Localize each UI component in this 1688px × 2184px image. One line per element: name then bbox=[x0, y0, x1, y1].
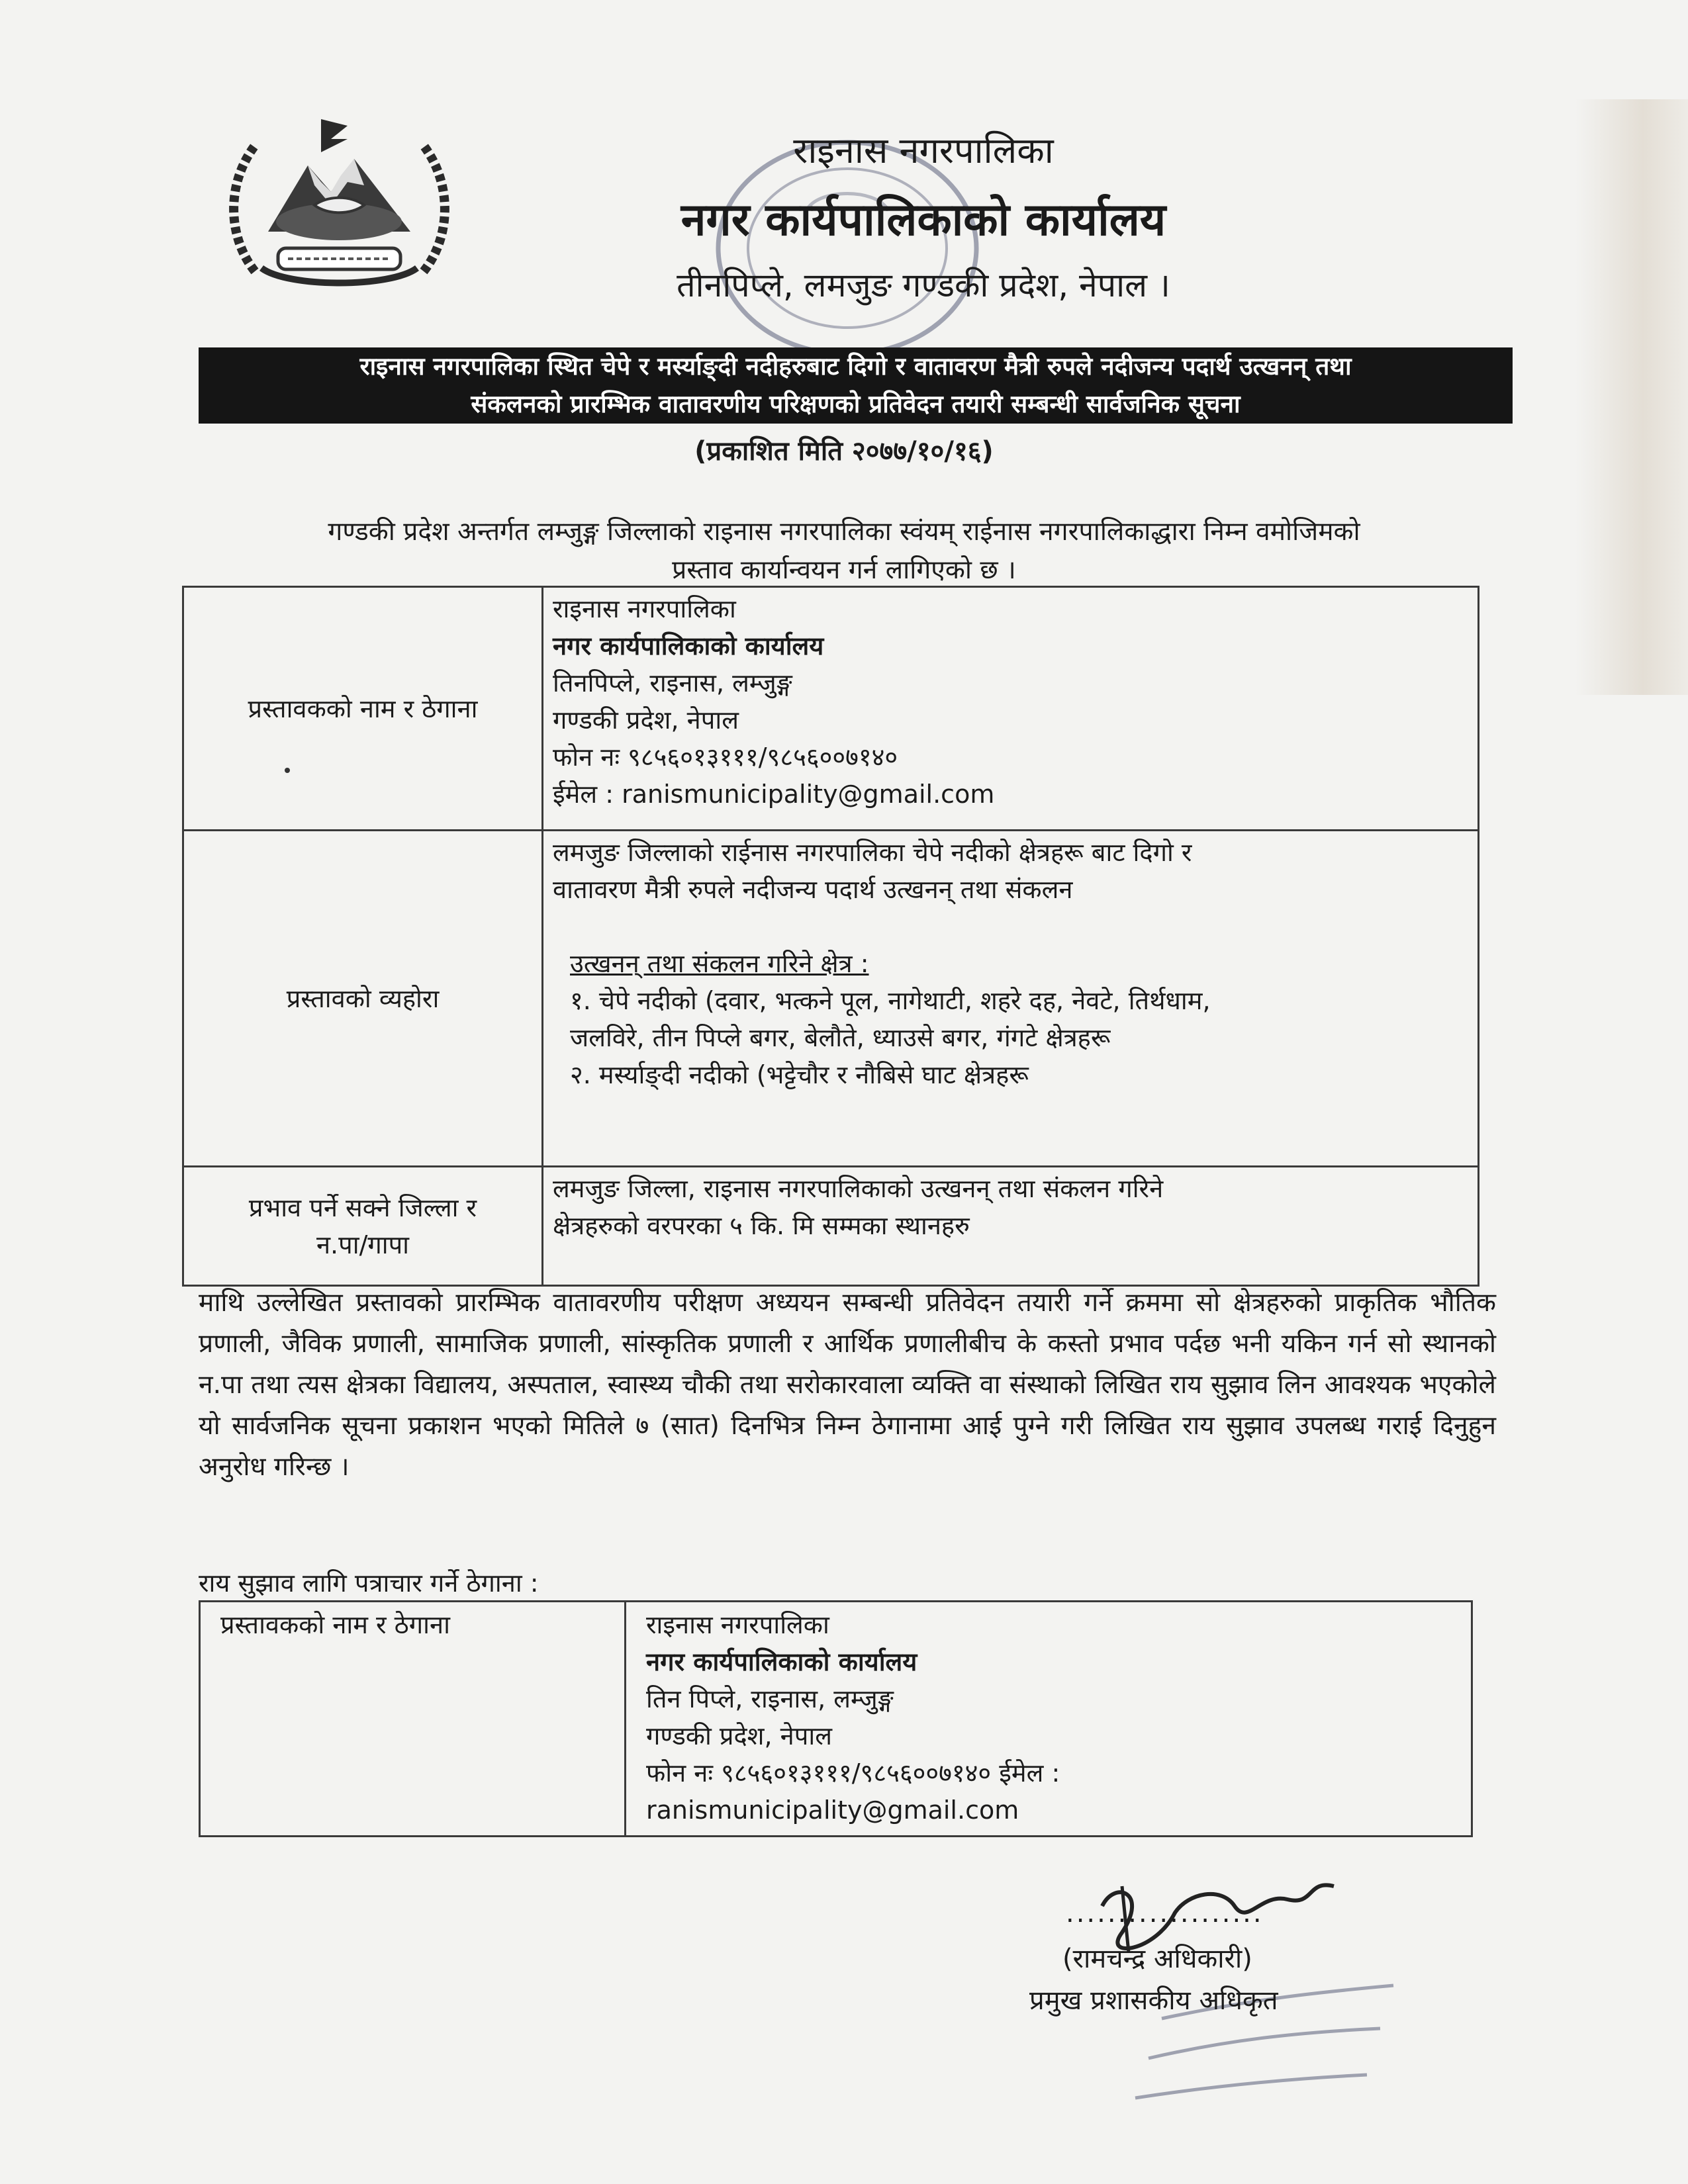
subject-line: २. मर्स्याङ्दी नदीको (भट्टेचौर र नौबिसे घाट क्षेत्रहरू bbox=[570, 1060, 1029, 1089]
subject-line: लमजुङ जिल्लाको राईनास नगरपालिका चेपे नदीको क्षेत्रहरू बाट दिगो र bbox=[553, 838, 1192, 867]
subject-line: १. चेपे नदीको (दवार, भत्कने पूल, नागेथाटी, शहरे दह, नेवटे, तिर्थधाम, bbox=[570, 986, 1211, 1015]
affected-label-line-1: प्रभाव पर्ने सक्ने जिल्ला र bbox=[248, 1193, 477, 1222]
notice-body-paragraph: माथि उल्लेखित प्रस्तावको प्रारम्भिक वातावरणीय परीक्षण अध्ययन सम्बन्धी प्रतिवेदन तयारी गर्ने क्रममा सो क्षेत्रहरुको प्राकृतिक भौतिक प्रणाली, जैविक प्रणाली, सामाजिक प्रणाली, सांस्कृतिक प्रणाली र आर्थिक प्रणालीबीच के कस्तो प्रभाव पर्दछ भनी यकिन गर्न सो स्थानको न.पा तथा त्यस क्षेत्रका विद्यालय, अस्पताल, स्वास्थ्य चौकी तथा सरोकारवाला व्यक्ति वा संस्थाको लिखित राय सुझाव लिन आवश्यक भएकोले यो सार्वजनिक सूचना प्रकाशन भएको मितिले ७ (सात) दिनभित्र निम्न ठेगानामा आई पुग्ने गरी लिखित राय सुझाव उपलब्ध गराई दिनुहुन अनुरोध गरिन्छ । bbox=[199, 1288, 1496, 1482]
correspondence-details bbox=[626, 1602, 1472, 1837]
table-row bbox=[183, 1167, 1479, 1286]
office-name: नगर कार्यपालिकाको कार्यालय bbox=[680, 194, 1166, 246]
notice-title-line-1: राइनास नगरपालिका स्थित चेपे र मर्स्याङ्दी नदीहरुबाट दिगो र वातावरण मैत्री रुपले नदीजन्य पदार्थ उत्खनन् तथा bbox=[359, 352, 1352, 381]
subject-line: जलविरे, तीन पिप्ले बगर, बेलौते, ध्याउसे बगर, गंगटे क्षेत्रहरू bbox=[570, 1023, 1111, 1052]
affected-line: लमजुङ जिल्ला, राइनास नगरपालिकाको उत्खनन् तथा संकलन गरिने bbox=[553, 1174, 1164, 1203]
signature-line: ................... bbox=[1066, 1898, 1264, 1929]
correspondence-line: राइनास नगरपालिका bbox=[646, 1610, 829, 1639]
proposer-label: प्रस्तावकको नाम र ठेगाना bbox=[183, 587, 543, 831]
signatory-title: प्रमुख प्रशासकीय अधिकृत bbox=[1029, 1985, 1278, 2016]
published-date: (प्रकाशित मिति २०७७/१०/१६) bbox=[694, 436, 994, 467]
affected-line: क्षेत्रहरुको वरपरका ५ कि. मि सम्मका स्थानहरु bbox=[553, 1211, 970, 1240]
correspondence-table bbox=[199, 1600, 1473, 1837]
notice-title-banner bbox=[199, 347, 1513, 424]
subject-line: वातावरण मैत्री रुपले नदीजन्य पदार्थ उत्खनन् तथा संकलन bbox=[553, 875, 1073, 904]
signatory-name: (रामचन्द्र अधिकारी) bbox=[1062, 1944, 1252, 1974]
municipality-name: राइनास नगरपालिका bbox=[793, 130, 1054, 171]
affected-area-label bbox=[183, 1167, 543, 1286]
intro-line-2: प्रस्ताव कार्यान्वयन गर्न लागिएको छ । bbox=[672, 555, 1016, 585]
table-row bbox=[200, 1602, 1472, 1837]
proposer-line: तिनपिप्ले, राइनास, लम्जुङ्ग bbox=[553, 668, 792, 698]
correspondence-email: ranismunicipality@gmail.com bbox=[646, 1796, 1019, 1825]
subject-details bbox=[543, 831, 1479, 1167]
proposal-table bbox=[182, 586, 1479, 1287]
proposer-phone: फोन नः ९८५६०१३१११/९८५६००७१४० bbox=[553, 743, 898, 772]
correspondence-label: प्रस्तावकको नाम र ठेगाना bbox=[200, 1602, 626, 1837]
table-row bbox=[183, 831, 1479, 1167]
proposer-email: ईमेल : ranismunicipality@gmail.com bbox=[553, 780, 995, 809]
subject-label: प्रस्तावको व्यहोरा bbox=[183, 831, 543, 1167]
correspondence-line: तिन पिप्ले, राइनास, लम्जुङ्ग bbox=[646, 1684, 894, 1713]
subject-spacer bbox=[553, 908, 1477, 945]
affected-area-details bbox=[543, 1167, 1479, 1286]
notice-title-line-2: संकलनको प्रारम्भिक वातावरणीय परिक्षणको प्रतिवेदन तयारी सम्बन्धी सार्वजनिक सूचना bbox=[471, 390, 1241, 418]
table-row bbox=[183, 587, 1479, 831]
extraction-areas-heading: उत्खनन् तथा संकलन गरिने क्षेत्र : bbox=[570, 949, 869, 978]
correspondence-line: गण्डकी प्रदेश, नेपाल bbox=[646, 1721, 832, 1751]
proposer-line: राइनास नगरपालिका bbox=[553, 594, 736, 623]
proposer-line: गण्डकी प्रदेश, नेपाल bbox=[553, 705, 739, 735]
correspondence-title: राय सुझाव लागि पत्राचार गर्ने ठेगाना : bbox=[199, 1569, 539, 1598]
correspondence-phone: फोन नः ९८५६०१३१११/९८५६००७१४० ईमेल : bbox=[646, 1758, 1060, 1788]
affected-label-line-2: न.पा/गापा bbox=[316, 1230, 410, 1259]
proposer-line: नगर कार्यपालिकाको कार्यालय bbox=[553, 631, 824, 660]
stray-mark bbox=[285, 768, 290, 773]
correspondence-line: नगर कार्यपालिकाको कार्यालय bbox=[646, 1647, 917, 1676]
office-address: तीनपिप्ले, लमजुङ गण्डकी प्रदेश, नेपाल । bbox=[677, 266, 1170, 304]
intro-line-1: गण्डकी प्रदेश अन्तर्गत लम्जुङ्ग जिल्लाको राइनास नगरपालिका स्वंयम् राईनास नगरपालिकाद्धारा निम्न वमोजिमको bbox=[328, 517, 1360, 547]
proposer-details bbox=[543, 587, 1479, 831]
